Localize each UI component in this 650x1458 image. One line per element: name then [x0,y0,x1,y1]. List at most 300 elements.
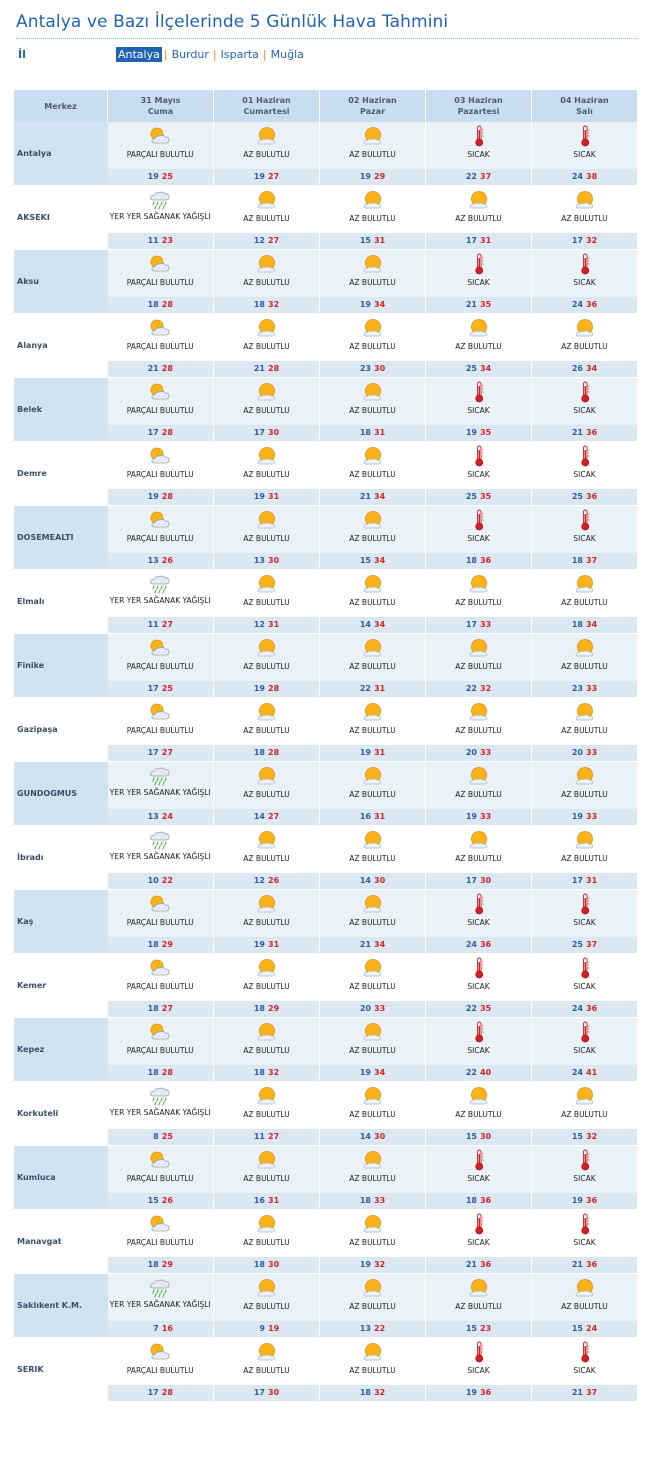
forecast-row [14,1338,638,1402]
temperature-range [108,809,214,825]
low-temp: 20 [359,1003,371,1013]
temperature-range [108,873,214,889]
mostly-sunny-icon [361,317,385,339]
condition-text: PARÇALI BULUTLU [126,277,194,287]
city-name: SERIK [14,1338,108,1402]
forecast-cell [108,1018,214,1082]
temperature-range [426,681,531,697]
header-day-3 [320,90,426,122]
low-temp: 21 [571,1259,583,1269]
condition-text: AZ BULUTLU [349,597,396,607]
temperature-range [108,681,214,697]
thermometer-icon [467,893,491,915]
condition-text: YER YER SAĞANAK YAĞIŞLI [109,211,211,221]
low-temp: 23 [571,683,583,693]
forecast-cell [320,890,426,954]
condition-text: AZ BULUTLU [243,1173,290,1183]
temperature-range [320,553,425,569]
low-temp: 15 [465,1131,477,1141]
high-temp: 29 [268,1003,280,1013]
high-temp: 36 [586,427,598,437]
low-temp: 13 [147,555,159,565]
low-temp: 24 [571,1003,583,1013]
condition-text: PARÇALI BULUTLU [126,405,194,415]
forecast-cell [426,1082,532,1146]
forecast-cell [214,1082,320,1146]
low-temp: 18 [253,1003,265,1013]
showers-icon [148,573,172,595]
forecast-cell [214,250,320,314]
province-link-isparta[interactable]: Isparta [220,48,259,61]
high-temp: 34 [480,363,492,373]
forecast-cell [532,890,638,954]
temperature-range [214,1001,319,1017]
high-temp: 37 [586,939,598,949]
condition-text: AZ BULUTLU [349,533,396,543]
condition-text: AZ BULUTLU [243,533,290,543]
province-link-antalya[interactable]: Antalya [118,48,160,61]
high-temp: 32 [374,1387,386,1397]
high-temp: 28 [161,1067,173,1077]
low-temp: 25 [465,363,477,373]
temperature-range [214,489,319,505]
mostly-sunny-icon [467,317,491,339]
low-temp: 24 [571,299,583,309]
condition-text: AZ BULUTLU [349,1365,396,1375]
city-name: GUNDOGMUS [14,762,108,826]
partly-cloudy-icon [148,957,172,979]
condition-text: YER YER SAĞANAK YAĞIŞLI [109,1107,211,1117]
high-temp: 31 [374,235,386,245]
high-temp: 30 [268,1387,280,1397]
low-temp: 15 [359,235,371,245]
low-temp: 7 [153,1323,159,1333]
temperature-range [108,1065,214,1081]
temperature-range [532,1065,637,1081]
high-temp: 31 [374,683,386,693]
high-temp: 28 [268,683,280,693]
condition-text: SICAK [573,1237,596,1247]
condition-text: PARÇALI BULUTLU [126,1045,194,1055]
high-temp: 32 [374,1259,386,1269]
forecast-row [14,698,638,762]
high-temp: 22 [374,1323,386,1333]
forecast-cell [108,378,214,442]
temperature-range [426,1385,531,1401]
condition-text: SICAK [467,405,490,415]
mostly-sunny-icon [255,957,279,979]
temperature-range [214,1065,319,1081]
thermometer-icon [467,509,491,531]
forecast-row [14,186,638,250]
partly-cloudy-icon [148,701,172,723]
condition-text: AZ BULUTLU [455,341,502,351]
condition-text: PARÇALI BULUTLU [126,917,194,927]
low-temp: 11 [253,1131,265,1141]
forecast-cell [214,1018,320,1082]
mostly-sunny-icon [573,829,597,851]
low-temp: 13 [359,1323,371,1333]
city-name: Elmalı [14,570,108,634]
forecast-cell [532,634,638,698]
partly-cloudy-icon [148,1213,172,1235]
forecast-row [14,1146,638,1210]
partly-cloudy-icon [148,445,172,467]
condition-text: PARÇALI BULUTLU [126,1365,194,1375]
low-temp: 17 [147,747,159,757]
forecast-cell [426,762,532,826]
thermometer-icon [467,253,491,275]
mostly-sunny-icon [255,253,279,275]
temperature-range [108,1129,214,1145]
partly-cloudy-icon [148,1341,172,1363]
condition-text: AZ BULUTLU [349,1045,396,1055]
thermometer-icon [573,253,597,275]
temperature-range [320,617,425,633]
partly-cloudy-icon [148,509,172,531]
mostly-sunny-icon [255,445,279,467]
city-name: Aksu [14,250,108,314]
city-name: Alanya [14,314,108,378]
high-temp: 33 [480,811,492,821]
temperature-range [214,937,319,953]
condition-text: SICAK [573,533,596,543]
high-temp: 31 [268,491,280,501]
forecast-cell [320,1082,426,1146]
high-temp: 23 [480,1323,492,1333]
mostly-sunny-icon [573,317,597,339]
forecast-row [14,826,638,890]
mostly-sunny-icon [255,1021,279,1043]
temperature-range [108,169,214,185]
mostly-sunny-icon [255,1149,279,1171]
temperature-range [320,1321,425,1337]
temperature-range [108,489,214,505]
thermometer-icon [573,893,597,915]
low-temp: 22 [359,683,371,693]
forecast-row [14,506,638,570]
header-weekday: Pazartesi [457,107,500,116]
high-temp: 28 [161,427,173,437]
mostly-sunny-icon [573,189,597,211]
low-temp: 15 [359,555,371,565]
city-name: Manavgat [14,1210,108,1274]
forecast-cell [320,762,426,826]
high-temp: 30 [480,1131,492,1141]
mostly-sunny-icon [467,189,491,211]
low-temp: 25 [571,491,583,501]
low-temp: 17 [253,427,265,437]
header-day-5 [532,90,638,122]
high-temp: 35 [480,491,492,501]
low-temp: 18 [253,1259,265,1269]
temperature-range [320,233,425,249]
mostly-sunny-icon [361,765,385,787]
low-temp: 19 [571,1195,583,1205]
temperature-range [532,1129,637,1145]
low-temp: 18 [359,427,371,437]
mostly-sunny-icon [255,829,279,851]
thermometer-icon [573,1149,597,1171]
high-temp: 35 [480,427,492,437]
mostly-sunny-icon [573,765,597,787]
temperature-range [426,169,531,185]
temperature-range [426,873,531,889]
high-temp: 26 [161,1195,173,1205]
low-temp: 18 [465,1195,477,1205]
temperature-range [214,553,319,569]
high-temp: 31 [268,1195,280,1205]
mostly-sunny-icon [573,1277,597,1299]
low-temp: 19 [465,811,477,821]
condition-text: AZ BULUTLU [349,789,396,799]
low-temp: 15 [147,1195,159,1205]
forecast-cell [532,954,638,1018]
forecast-cell [426,570,532,634]
temperature-range [532,425,637,441]
header-day-4 [426,90,532,122]
temperature-range [532,809,637,825]
province-link-burdur[interactable]: Burdur [171,48,209,61]
low-temp: 26 [571,363,583,373]
forecast-cell [214,890,320,954]
low-temp: 22 [465,1067,477,1077]
mostly-sunny-icon [361,573,385,595]
condition-text: PARÇALI BULUTLU [126,150,194,159]
low-temp: 15 [465,1323,477,1333]
forecast-cell [320,122,426,186]
low-temp: 25 [465,491,477,501]
condition-text: AZ BULUTLU [349,150,396,159]
header-weekday: Cumartesi [243,107,290,116]
high-temp: 28 [161,299,173,309]
city-name: Korkuteli [14,1082,108,1146]
high-temp: 30 [374,363,386,373]
forecast-cell [320,698,426,762]
temperature-range [532,1385,637,1401]
temperature-range [320,937,425,953]
low-temp: 19 [359,1067,371,1077]
condition-text: AZ BULUTLU [243,1045,290,1055]
forecast-cell [426,506,532,570]
mostly-sunny-icon [467,1085,491,1107]
low-temp: 21 [571,427,583,437]
temperature-range [108,745,214,761]
temperature-range [426,617,531,633]
forecast-cell [214,186,320,250]
forecast-body [14,122,638,1402]
condition-text: AZ BULUTLU [455,853,502,863]
condition-text: SICAK [467,1173,490,1183]
low-temp: 17 [571,235,583,245]
low-temp: 14 [359,619,371,629]
forecast-cell [214,1210,320,1274]
forecast-cell [426,1018,532,1082]
forecast-cell [214,314,320,378]
high-temp: 27 [161,1003,173,1013]
forecast-cell [320,1274,426,1338]
low-temp: 19 [147,491,159,501]
high-temp: 22 [161,875,173,885]
condition-text: AZ BULUTLU [243,789,290,799]
condition-text: AZ BULUTLU [455,789,502,799]
condition-text: AZ BULUTLU [349,1173,396,1183]
forecast-row [14,250,638,314]
forecast-cell [426,314,532,378]
mostly-sunny-icon [255,1341,279,1363]
low-temp: 21 [571,1387,583,1397]
temperature-range [214,1385,319,1401]
condition-text: AZ BULUTLU [243,725,290,735]
mostly-sunny-icon [573,573,597,595]
forecast-cell [214,1274,320,1338]
mostly-sunny-icon [361,701,385,723]
condition-text: PARÇALI BULUTLU [126,533,194,543]
mostly-sunny-icon [255,381,279,403]
low-temp: 21 [147,363,159,373]
forecast-cell [532,1274,638,1338]
high-temp: 19 [268,1323,280,1333]
temperature-range [532,233,637,249]
thermometer-icon [573,125,597,147]
condition-text: AZ BULUTLU [349,725,396,735]
thermometer-icon [573,957,597,979]
high-temp: 34 [374,939,386,949]
mostly-sunny-icon [361,1277,385,1299]
high-temp: 33 [480,619,492,629]
low-temp: 14 [359,1131,371,1141]
temperature-range [426,1193,531,1209]
temperature-range [214,617,319,633]
high-temp: 31 [374,747,386,757]
mostly-sunny-icon [361,509,385,531]
condition-text: AZ BULUTLU [349,917,396,927]
header-date: 02 Haziran [348,96,397,105]
city-name: Finike [14,634,108,698]
low-temp: 25 [571,939,583,949]
condition-text: AZ BULUTLU [243,277,290,287]
temperature-range [214,681,319,697]
mostly-sunny-icon [361,1149,385,1171]
forecast-cell [108,890,214,954]
partly-cloudy-icon [148,1149,172,1171]
low-temp: 14 [359,875,371,885]
forecast-cell [320,442,426,506]
high-temp: 40 [480,1067,492,1077]
forecast-cell [426,698,532,762]
condition-text: AZ BULUTLU [561,853,608,863]
high-temp: 31 [268,939,280,949]
thermometer-icon [467,1213,491,1235]
forecast-cell [532,1018,638,1082]
province-link-mugla[interactable]: Muğla [270,48,304,61]
low-temp: 11 [147,235,159,245]
city-name: Demre [14,442,108,506]
condition-text: AZ BULUTLU [243,469,290,479]
temperature-range [426,937,531,953]
low-temp: 18 [465,555,477,565]
condition-text: AZ BULUTLU [243,150,290,159]
low-temp: 10 [147,875,159,885]
high-temp: 36 [586,299,598,309]
forecast-cell [214,1338,320,1402]
city-name: Antalya [14,122,108,186]
high-temp: 30 [268,555,280,565]
high-temp: 36 [586,1195,598,1205]
condition-text: PARÇALI BULUTLU [126,981,194,991]
low-temp: 24 [571,172,583,181]
forecast-cell [108,1082,214,1146]
condition-text: AZ BULUTLU [349,981,396,991]
forecast-cell [532,186,638,250]
high-temp: 30 [268,1259,280,1269]
forecast-cell [532,1146,638,1210]
mostly-sunny-icon [361,445,385,467]
thermometer-icon [467,125,491,147]
low-temp: 21 [253,363,265,373]
province-label: İl [18,48,26,61]
low-temp: 22 [465,1003,477,1013]
mostly-sunny-icon [361,253,385,275]
low-temp: 16 [253,1195,265,1205]
high-temp: 27 [268,811,280,821]
header-day-1 [108,90,214,122]
header-weekday: Cuma [147,107,174,116]
condition-text: SICAK [467,150,490,159]
temperature-range [532,617,637,633]
forecast-row [14,122,638,186]
condition-text: AZ BULUTLU [243,917,290,927]
forecast-cell [108,826,214,890]
mostly-sunny-icon [573,701,597,723]
high-temp: 28 [161,491,173,501]
high-temp: 31 [480,235,492,245]
temperature-range [214,361,319,377]
temperature-range [426,1001,531,1017]
condition-text: AZ BULUTLU [349,405,396,415]
temperature-range [426,809,531,825]
low-temp: 19 [571,811,583,821]
high-temp: 27 [161,619,173,629]
mostly-sunny-icon [255,1213,279,1235]
condition-text: YER YER SAĞANAK YAĞIŞLI [109,851,211,861]
high-temp: 34 [586,363,598,373]
condition-text: SICAK [467,1365,490,1375]
temperature-range [532,1001,637,1017]
temperature-range [532,169,637,185]
temperature-range [320,425,425,441]
temperature-range [426,233,531,249]
high-temp: 37 [480,172,492,181]
forecast-cell [214,570,320,634]
temperature-range [108,233,214,249]
condition-text: PARÇALI BULUTLU [126,341,194,351]
high-temp: 30 [268,427,280,437]
forecast-cell [108,634,214,698]
temperature-range [320,297,425,313]
forecast-cell [532,1082,638,1146]
condition-text: SICAK [573,277,596,287]
low-temp: 18 [359,1387,371,1397]
forecast-cell [426,122,532,186]
forecast-cell [426,378,532,442]
low-temp: 11 [147,619,159,629]
low-temp: 18 [253,299,265,309]
low-temp: 12 [253,235,265,245]
high-temp: 36 [480,939,492,949]
forecast-row [14,1274,638,1338]
condition-text: AZ BULUTLU [243,213,290,223]
